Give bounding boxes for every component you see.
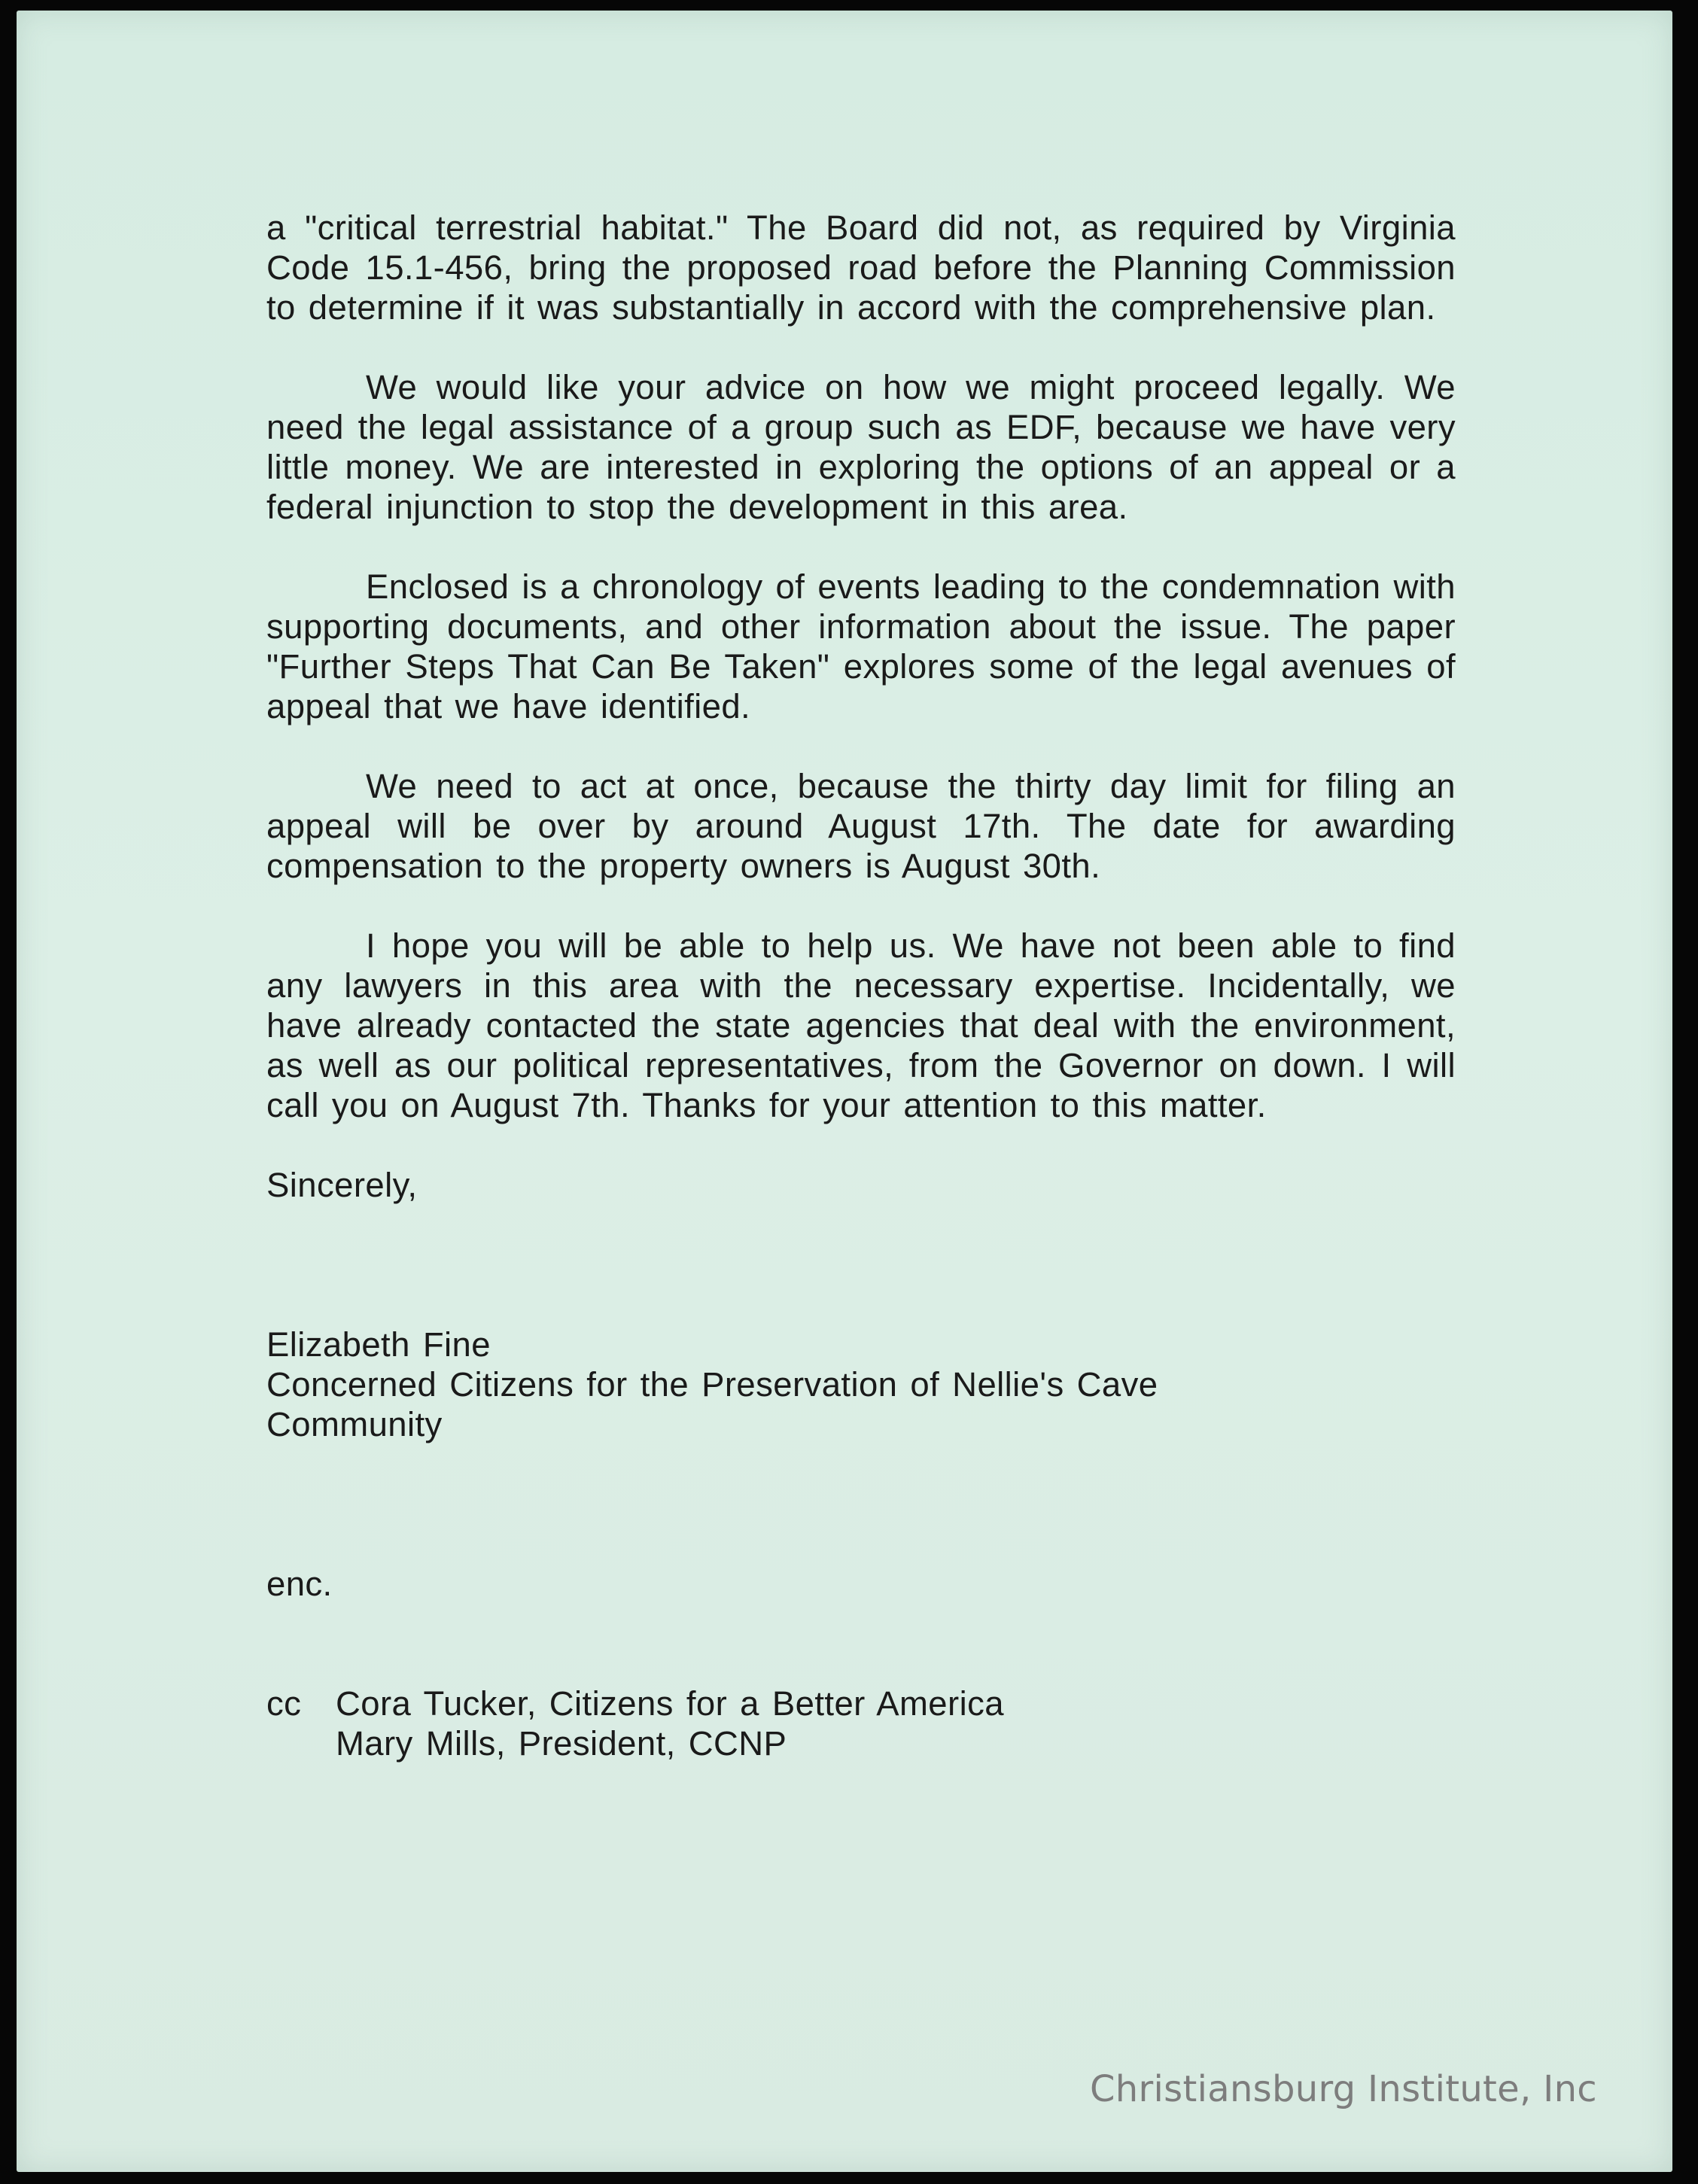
enclosure-note: enc. — [266, 1565, 333, 1603]
paragraph-2: We would like your advice on how we might proceed legally. We need the legal assistance of a group such as EDF, because we have very little money. We are interested in exploring the options of an appeal or a federal injunction to stop the development in this area. — [266, 368, 1456, 526]
cc-recipient: Mary Mills, President, CCNP — [336, 1724, 787, 1763]
cc-recipients — [336, 1684, 1004, 1763]
cc-recipient: Cora Tucker, Citizens for a Better America — [336, 1684, 1004, 1723]
paragraph-3: Enclosed is a chronology of events leading to the condemnation with supporting documents, and other information about the issue. The paper "Further Steps That Can Be Taken" explores some of the legal avenues of appeal that we have identified. — [266, 567, 1456, 725]
letter-page — [17, 11, 1672, 2172]
paragraph-4: We need to act at once, because the thirty day limit for filing an appeal will be over by around August 17th. The date for awarding compensation to the property owners is August 30th. — [266, 767, 1456, 885]
paragraph-1: a "critical terrestrial habitat." The Board did not, as required by Virginia Code 15.1-456, bring the proposed road before the Planning Commission to determine if it was substantially in accord with the comprehensive plan. — [266, 208, 1456, 327]
archive-watermark: Christiansburg Institute, Inc — [1089, 2068, 1597, 2110]
cc-label: cc — [266, 1684, 302, 1723]
paragraph-5: I hope you will be able to help us. We have not been able to find any lawyers in this area with the necessary expertise. Incidentally, we have already contacted the state agencies that deal with the environment, as well as our political representatives, from the Governor on down. I will call you on August 7th. Thanks for your attention to this matter. — [266, 926, 1456, 1124]
cc-block — [266, 1684, 1456, 1763]
closing: Sincerely, — [266, 1166, 418, 1204]
signer-organization: Concerned Citizens for the Preservation of Nellie's Cave — [266, 1365, 1158, 1404]
signer-name: Elizabeth Fine — [266, 1325, 491, 1364]
letter-body — [266, 208, 1456, 1763]
signature-block — [266, 1325, 1456, 1444]
signer-organization-cont: Community — [266, 1405, 443, 1443]
